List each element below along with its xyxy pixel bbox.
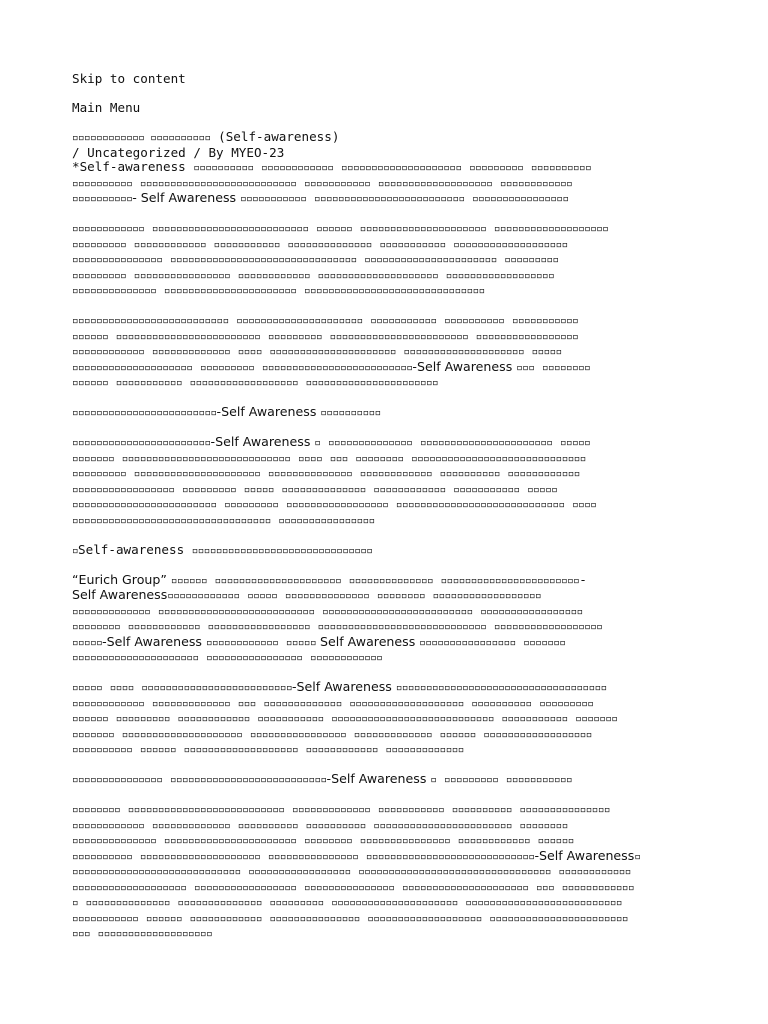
article-paragraph	[72, 221, 702, 299]
paragraph-line: ▫▫▫▫▫▫▫ ▫▫▫▫▫▫▫▫▫▫▫▫▫▫▫▫▫▫▫▫▫▫▫▫▫▫▫▫ ▫▫▫▫ ▫▫▫ ▫▫▫▫▫▫▫▫ ▫▫▫▫▫▫▫▫▫▫▫▫▫▫▫▫▫▫▫▫▫▫▫▫▫▫▫▫▫	[72, 451, 586, 465]
paragraph-line: ▫▫▫▫▫▫▫▫ ▫▫▫▫▫▫▫▫▫▫▫▫▫▫▫▫▫▫▫▫▫▫▫▫▫▫ ▫▫▫▫▫▫▫▫▫▫▫▫▫ ▫▫▫▫▫▫▫▫▫▫▫ ▫▫▫▫▫▫▫▫▫▫ ▫▫▫▫▫▫▫▫▫▫▫▫▫▫▫	[72, 803, 610, 816]
spacer	[72, 87, 702, 102]
paragraph-line: ▫▫▫▫▫▫▫▫▫▫▫ ▫▫▫▫▫▫ ▫▫▫▫▫▫▫▫▫▫▫▫ ▫▫▫▫▫▫▫▫▫▫▫▫▫▫▫ ▫▫▫▫▫▫▫▫▫▫▫▫▫▫▫▫▫▫▫ ▫▫▫▫▫▫▫▫▫▫▫▫▫▫▫▫▫▫▫▫▫▫▫	[72, 911, 628, 925]
paragraph-line: ▫▫▫▫▫▫▫▫ ▫▫▫▫▫▫▫▫▫▫▫▫ ▫▫▫▫▫▫▫▫▫▫▫▫▫▫▫▫▫ ▫▫▫▫▫▫▫▫▫▫▫▫▫▫▫▫▫▫▫▫▫▫▫▫▫▫▫▫ ▫▫▫▫▫▫▫▫▫▫▫▫▫▫▫▫▫▫	[72, 620, 603, 633]
paragraph-line: ▫▫▫▫▫▫▫▫▫▫▫▫▫▫▫ ▫▫▫▫▫▫▫▫▫▫▫▫▫▫▫▫▫▫▫▫▫▫▫▫▫▫-Self Awareness ▫ ▫▫▫▫▫▫▫▫▫ ▫▫▫▫▫▫▫▫▫▫▫	[72, 771, 573, 786]
paragraph-line: *Self-awareness ▫▫▫▫▫▫▫▫▫▫ ▫▫▫▫▫▫▫▫▫▫▫▫ ▫▫▫▫▫▫▫▫▫▫▫▫▫▫▫▫▫▫▫▫ ▫▫▫▫▫▫▫▫▫ ▫▫▫▫▫▫▫▫▫▫	[72, 159, 592, 174]
paragraph-line: ▫▫▫▫▫▫▫▫▫▫▫▫▫ ▫▫▫▫▫▫▫▫▫▫▫▫▫▫▫▫▫▫▫▫▫▫▫▫▫▫ ▫▫▫▫▫▫▫▫▫▫▫▫▫▫▫▫▫▫▫▫▫▫▫▫▫ ▫▫▫▫▫▫▫▫▫▫▫▫▫▫▫▫▫	[72, 604, 583, 618]
paragraph-line: ▫▫▫▫▫▫▫▫▫▫▫▫ ▫▫▫▫▫▫▫▫▫▫▫▫▫ ▫▫▫ ▫▫▫▫▫▫▫▫▫▫▫▫▫ ▫▫▫▫▫▫▫▫▫▫▫▫▫▫▫▫▫▫▫ ▫▫▫▫▫▫▫▫▫▫ ▫▫▫▫▫▫▫▫▫	[72, 696, 594, 710]
paragraph-line: ▫▫▫▫▫▫▫▫▫▫▫▫▫▫▫▫▫▫▫▫▫▫▫-Self Awareness ▫ ▫▫▫▫▫▫▫▫▫▫▫▫▫▫ ▫▫▫▫▫▫▫▫▫▫▫▫▫▫▫▫▫▫▫▫▫▫ ▫▫▫▫▫	[72, 434, 591, 449]
paragraph-line: Self Awareness▫▫▫▫▫▫▫▫▫▫▫▫ ▫▫▫▫▫ ▫▫▫▫▫▫▫▫▫▫▫▫▫▫ ▫▫▫▫▫▫▫▫ ▫▫▫▫▫▫▫▫▫▫▫▫▫▫▫▫▫▫	[72, 587, 542, 602]
paragraph-line: ▫▫▫▫▫▫▫▫▫▫ ▫▫▫▫▫▫ ▫▫▫▫▫▫▫▫▫▫▫▫▫▫▫▫▫▫▫ ▫▫▫▫▫▫▫▫▫▫▫▫ ▫▫▫▫▫▫▫▫▫▫▫▫▫	[72, 743, 464, 756]
paragraph-line: ▫▫▫▫▫▫▫▫▫▫▫▫▫▫▫▫▫▫▫▫▫ ▫▫▫▫▫▫▫▫▫▫▫▫▫▫▫▫ ▫▫▫▫▫▫▫▫▫▫▫▫	[72, 651, 383, 664]
paragraph-line: ▫▫▫▫▫▫▫ ▫▫▫▫▫▫▫▫▫▫▫▫▫▫▫▫▫▫▫▫ ▫▫▫▫▫▫▫▫▫▫▫▫▫▫▫▫ ▫▫▫▫▫▫▫▫▫▫▫▫▫ ▫▫▫▫▫▫ ▫▫▫▫▫▫▫▫▫▫▫▫▫▫▫▫▫▫	[72, 727, 592, 741]
article-paragraph	[72, 435, 702, 528]
paragraph-line: ▫▫▫▫▫▫ ▫▫▫▫▫▫▫▫▫▫▫▫▫▫▫▫▫▫▫▫▫▫▫▫ ▫▫▫▫▫▫▫▫▫ ▫▫▫▫▫▫▫▫▫▫▫▫▫▫▫▫▫▫▫▫▫▫▫ ▫▫▫▫▫▫▫▫▫▫▫▫▫▫▫▫▫	[72, 329, 579, 343]
article-paragraph	[72, 313, 702, 391]
paragraph-line: “Eurich Group” ▫▫▫▫▫▫ ▫▫▫▫▫▫▫▫▫▫▫▫▫▫▫▫▫▫▫▫▫ ▫▫▫▫▫▫▫▫▫▫▫▫▫▫ ▫▫▫▫▫▫▫▫▫▫▫▫▫▫▫▫▫▫▫▫▫▫▫-	[72, 571, 587, 587]
paragraph-line: ▫▫▫▫▫▫▫▫▫ ▫▫▫▫▫▫▫▫▫▫▫▫▫▫▫▫▫▫▫▫▫ ▫▫▫▫▫▫▫▫▫▫▫▫▫▫ ▫▫▫▫▫▫▫▫▫▫▫▫ ▫▫▫▫▫▫▫▫▫▫ ▫▫▫▫▫▫▫▫▫▫▫▫	[72, 467, 580, 480]
article-paragraph	[72, 573, 702, 666]
paragraph-line: ▫▫▫▫▫ ▫▫▫▫ ▫▫▫▫▫▫▫▫▫▫▫▫▫▫▫▫▫▫▫▫▫▫▫▫▫-Self Awareness ▫▫▫▫▫▫▫▫▫▫▫▫▫▫▫▫▫▫▫▫▫▫▫▫▫▫▫▫▫▫▫▫▫▫▫	[72, 679, 607, 694]
post-title	[72, 130, 702, 146]
paragraph-line: ▫▫▫▫▫▫▫▫▫ ▫▫▫▫▫▫▫▫▫▫▫▫ ▫▫▫▫▫▫▫▫▫▫▫ ▫▫▫▫▫▫▫▫▫▫▫▫▫▫ ▫▫▫▫▫▫▫▫▫▫▫ ▫▫▫▫▫▫▫▫▫▫▫▫▫▫▫▫▫▫▫	[72, 237, 568, 251]
post-meta: / Uncategorized / By MYEO-23	[72, 144, 285, 160]
paragraph-line: ▫▫▫▫▫▫▫▫▫▫▫▫▫▫▫▫▫▫▫▫▫▫▫▫▫▫ ▫▫▫▫▫▫▫▫▫▫▫▫▫▫▫▫▫▫▫▫▫ ▫▫▫▫▫▫▫▫▫▫▫ ▫▫▫▫▫▫▫▫▫▫ ▫▫▫▫▫▫▫▫▫▫▫	[72, 314, 579, 327]
article-body	[72, 160, 702, 942]
paragraph-line: ▫▫▫▫▫▫▫▫▫▫▫▫▫▫ ▫▫▫▫▫▫▫▫▫▫▫▫▫▫▫▫▫▫▫▫▫▫ ▫▫▫▫▫▫▫▫▫▫▫▫▫▫▫▫▫▫▫▫▫▫▫▫▫▫▫▫▫▫	[72, 284, 485, 297]
article-paragraph	[72, 802, 702, 942]
page-content	[72, 72, 702, 942]
paragraph-line: ▫▫▫▫▫▫▫▫▫▫▫▫▫▫▫▫▫ ▫▫▫▫▫▫▫▫▫ ▫▫▫▫▫ ▫▫▫▫▫▫▫▫▫▫▫▫▫▫ ▫▫▫▫▫▫▫▫▫▫▫▫ ▫▫▫▫▫▫▫▫▫▫▫ ▫▫▫▫▫	[72, 482, 558, 496]
post-title-thai: ▫▫▫▫▫▫▫▫▫▫▫▫ ▫▫▫▫▫▫▫▫▫▫	[72, 131, 211, 144]
paragraph-line: ▫▫▫▫▫▫ ▫▫▫▫▫▫▫▫▫ ▫▫▫▫▫▫▫▫▫▫▫▫ ▫▫▫▫▫▫▫▫▫▫▫ ▫▫▫▫▫▫▫▫▫▫▫▫▫▫▫▫▫▫▫▫▫▫▫▫▫▫▫ ▫▫▫▫▫▫▫▫▫▫▫ ▫▫▫▫▫▫▫	[72, 712, 618, 725]
paragraph-line: ▫▫▫▫▫▫ ▫▫▫▫▫▫▫▫▫▫▫ ▫▫▫▫▫▫▫▫▫▫▫▫▫▫▫▫▫▫ ▫▫▫▫▫▫▫▫▫▫▫▫▫▫▫▫▫▫▫▫▫▫	[72, 376, 439, 389]
paragraph-line: ▫▫▫▫▫▫▫▫▫▫▫▫ ▫▫▫▫▫▫▫▫▫▫▫▫▫ ▫▫▫▫▫▫▫▫▫▫ ▫▫▫▫▫▫▫▫▫▫ ▫▫▫▫▫▫▫▫▫▫▫▫▫▫▫▫▫▫▫▫▫▫▫ ▫▫▫▫▫▫▫▫	[72, 818, 568, 832]
paragraph-line: ▫▫▫▫▫▫▫▫▫▫▫▫▫▫▫▫▫▫▫▫▫▫▫▫-Self Awareness ▫▫▫▫▫▫▫▫▫▫	[72, 404, 381, 419]
paragraph-line: ▫ ▫▫▫▫▫▫▫▫▫▫▫▫▫▫ ▫▫▫▫▫▫▫▫▫▫▫▫▫▫ ▫▫▫▫▫▫▫▫▫ ▫▫▫▫▫▫▫▫▫▫▫▫▫▫▫▫▫▫▫▫▫ ▫▫▫▫▫▫▫▫▫▫▫▫▫▫▫▫▫▫▫▫▫▫▫▫▫▫	[72, 896, 622, 909]
spacer	[72, 116, 702, 131]
paragraph-line: ▫▫▫▫▫▫▫▫▫▫▫▫ ▫▫▫▫▫▫▫▫▫▫▫▫▫ ▫▫▫▫ ▫▫▫▫▫▫▫▫▫▫▫▫▫▫▫▫▫▫▫▫▫ ▫▫▫▫▫▫▫▫▫▫▫▫▫▫▫▫▫▫▫▫ ▫▫▫▫▫	[72, 345, 562, 358]
paragraph-line: ▫▫▫▫▫▫▫▫▫▫ ▫▫▫▫▫▫▫▫▫▫▫▫▫▫▫▫▫▫▫▫ ▫▫▫▫▫▫▫▫▫▫▫▫▫▫▫ ▫▫▫▫▫▫▫▫▫▫▫▫▫▫▫▫▫▫▫▫▫▫▫▫▫▫▫▫-Self Awareness▫	[72, 847, 641, 863]
paragraph-line: ▫▫▫ ▫▫▫▫▫▫▫▫▫▫▫▫▫▫▫▫▫▫▫	[72, 927, 213, 940]
paragraph-line: ▫▫▫▫▫▫▫▫▫▫▫▫ ▫▫▫▫▫▫▫▫▫▫▫▫▫▫▫▫▫▫▫▫▫▫▫▫▫▫ ▫▫▫▫▫▫ ▫▫▫▫▫▫▫▫▫▫▫▫▫▫▫▫▫▫▫▫▫ ▫▫▫▫▫▫▫▫▫▫▫▫▫▫▫▫▫▫▫	[72, 222, 609, 235]
paragraph-line: ▫▫▫▫▫-Self Awareness ▫▫▫▫▫▫▫▫▫▫▫▫ ▫▫▫▫▫ Self Awareness ▫▫▫▫▫▫▫▫▫▫▫▫▫▫▫▫ ▫▫▫▫▫▫▫	[72, 633, 566, 649]
main-menu-toggle[interactable]: Main Menu	[72, 100, 141, 115]
article-paragraph	[72, 772, 702, 788]
paragraph-line: ▫▫▫▫▫▫▫▫▫▫▫▫▫▫▫▫▫▫▫ ▫▫▫▫▫▫▫▫▫▫▫▫▫▫▫▫▫ ▫▫▫▫▫▫▫▫▫▫▫▫▫▫▫ ▫▫▫▫▫▫▫▫▫▫▫▫▫▫▫▫▫▫▫▫▫ ▫▫▫ ▫▫▫▫▫▫▫▫▫▫▫▫	[72, 880, 634, 894]
paragraph-line: ▫▫▫▫▫▫▫▫▫▫▫▫▫▫▫▫▫▫▫▫ ▫▫▫▫▫▫▫▫▫ ▫▫▫▫▫▫▫▫▫▫▫▫▫▫▫▫▫▫▫▫▫▫▫▫▫-Self Awareness ▫▫▫ ▫▫▫▫▫▫▫▫	[72, 358, 591, 374]
paragraph-line: ▫Self-awareness ▫▫▫▫▫▫▫▫▫▫▫▫▫▫▫▫▫▫▫▫▫▫▫▫▫▫▫▫▫▫	[72, 541, 373, 557]
paragraph-line: ▫▫▫▫▫▫▫▫▫▫ ▫▫▫▫▫▫▫▫▫▫▫▫▫▫▫▫▫▫▫▫▫▫▫▫▫▫ ▫▫▫▫▫▫▫▫▫▫▫ ▫▫▫▫▫▫▫▫▫▫▫▫▫▫▫▫▫▫▫ ▫▫▫▫▫▫▫▫▫▫▫▫	[72, 176, 573, 190]
article-paragraph	[72, 160, 702, 207]
paragraph-line: ▫▫▫▫▫▫▫▫▫▫▫▫▫▫▫▫▫▫▫▫▫▫▫▫ ▫▫▫▫▫▫▫▫▫ ▫▫▫▫▫▫▫▫▫▫▫▫▫▫▫▫▫ ▫▫▫▫▫▫▫▫▫▫▫▫▫▫▫▫▫▫▫▫▫▫▫▫▫▫▫▫ ▫▫▫▫	[72, 498, 597, 511]
post-title-english: (Self-awareness)	[210, 129, 340, 144]
paragraph-line: ▫▫▫▫▫▫▫▫▫▫▫▫▫▫▫▫▫▫▫▫▫▫▫▫▫▫▫▫ ▫▫▫▫▫▫▫▫▫▫▫▫▫▫▫▫▫ ▫▫▫▫▫▫▫▫▫▫▫▫▫▫▫▫▫▫▫▫▫▫▫▫▫▫▫▫▫▫▫▫ ▫▫▫▫▫▫▫▫▫▫▫▫	[72, 865, 631, 878]
paragraph-line: ▫▫▫▫▫▫▫▫▫▫▫▫▫▫ ▫▫▫▫▫▫▫▫▫▫▫▫▫▫▫▫▫▫▫▫▫▫ ▫▫▫▫▫▫▫▫ ▫▫▫▫▫▫▫▫▫▫▫▫▫▫▫ ▫▫▫▫▫▫▫▫▫▫▫▫ ▫▫▫▫▫▫	[72, 834, 574, 847]
skip-to-content-link[interactable]: Skip to content	[72, 71, 186, 86]
paragraph-line: ▫▫▫▫▫▫▫▫▫▫▫▫▫▫▫▫▫▫▫▫▫▫▫▫▫▫▫▫▫▫▫▫▫ ▫▫▫▫▫▫▫▫▫▫▫▫▫▫▫▫	[72, 513, 375, 527]
paragraph-line: ▫▫▫▫▫▫▫▫▫▫- Self Awareness ▫▫▫▫▫▫▫▫▫▫▫ ▫▫▫▫▫▫▫▫▫▫▫▫▫▫▫▫▫▫▫▫▫▫▫▫▫ ▫▫▫▫▫▫▫▫▫▫▫▫▫▫▫▫	[72, 190, 569, 205]
article-paragraph	[72, 405, 702, 421]
paragraph-line: ▫▫▫▫▫▫▫▫▫▫▫▫▫▫▫ ▫▫▫▫▫▫▫▫▫▫▫▫▫▫▫▫▫▫▫▫▫▫▫▫▫▫▫▫▫▫▫ ▫▫▫▫▫▫▫▫▫▫▫▫▫▫▫▫▫▫▫▫▫▫ ▫▫▫▫▫▫▫▫▫	[72, 253, 559, 266]
paragraph-line: ▫▫▫▫▫▫▫▫▫ ▫▫▫▫▫▫▫▫▫▫▫▫▫▫▫▫ ▫▫▫▫▫▫▫▫▫▫▫▫ ▫▫▫▫▫▫▫▫▫▫▫▫▫▫▫▫▫▫▫▫ ▫▫▫▫▫▫▫▫▫▫▫▫▫▫▫▫▫▫	[72, 268, 555, 282]
article-paragraph	[72, 543, 702, 559]
article-paragraph	[72, 680, 702, 758]
